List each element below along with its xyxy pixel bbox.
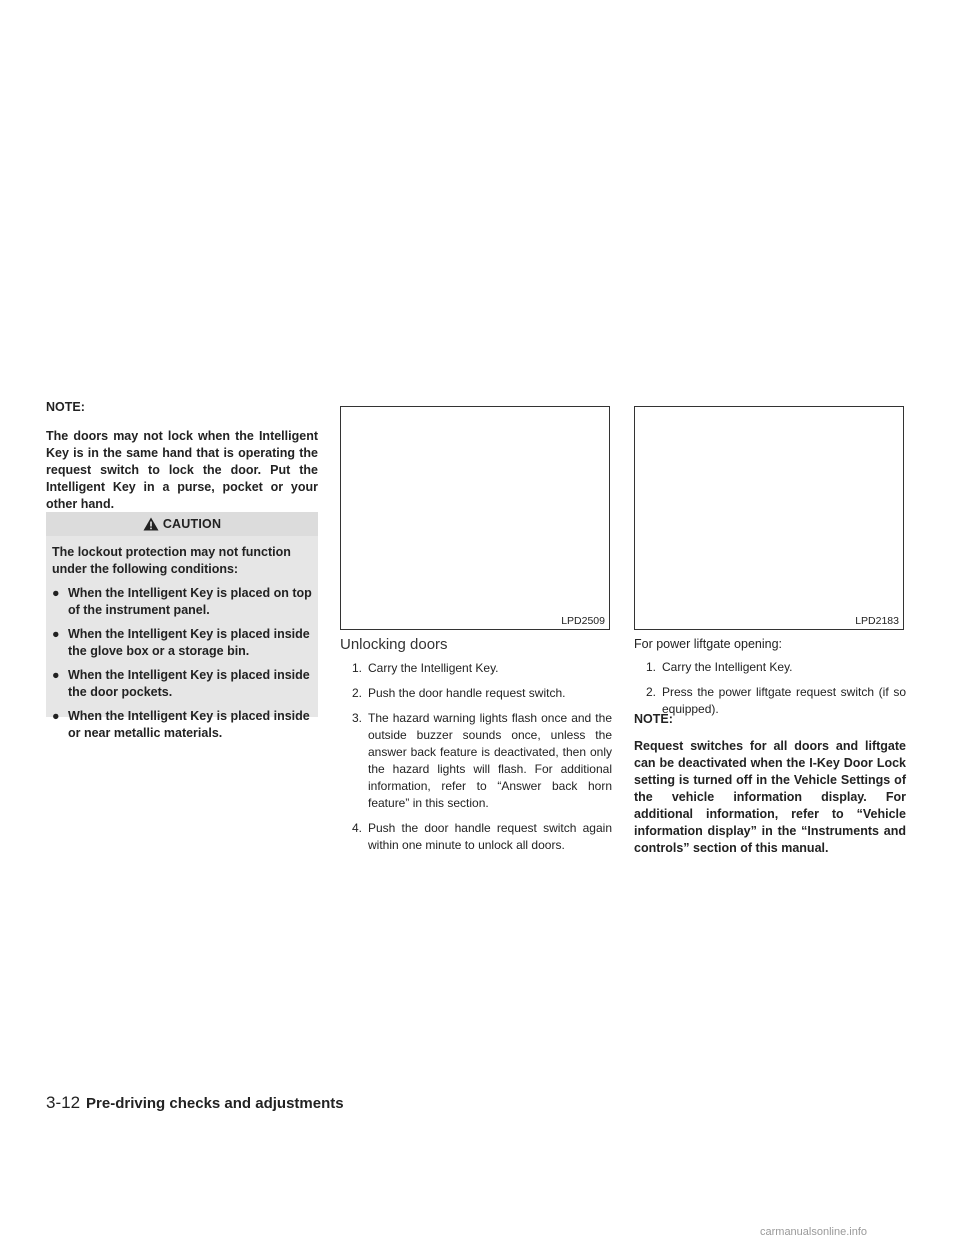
bullet-dot-icon: ● (52, 668, 60, 682)
chapter-title: Pre-driving checks and adjustments (86, 1095, 344, 1112)
caution-title-bar (46, 512, 318, 536)
steps-list (340, 660, 612, 862)
section-title: Unlocking doors (340, 636, 448, 653)
caution-bullet-text: When the Intelligent Key is placed inside or near metallic materials. (68, 709, 310, 740)
caution-bullet (52, 585, 312, 619)
figure-box (634, 406, 904, 630)
list-item (634, 684, 906, 718)
step-number: 4. (351, 821, 362, 835)
bullet-dot-icon: ● (52, 709, 60, 723)
step-number: 2. (645, 685, 656, 699)
note-text: The doors may not lock when the Intelligent Key is in the same hand that is operating the request switch to lock the door. Put the Intelligent Key in a purse, pocket or your other hand. (46, 429, 318, 511)
caution-bullet (52, 667, 312, 701)
step-number: 1. (351, 661, 362, 675)
caution-bullet (52, 626, 312, 660)
list-item (340, 660, 612, 677)
figure-box (340, 406, 610, 630)
liftgate-intro: For power liftgate opening: (634, 637, 783, 651)
step-text: Carry the Intelligent Key. (368, 661, 499, 675)
note-heading: NOTE: (46, 400, 85, 414)
note-heading: NOTE: (634, 712, 673, 726)
list-item (634, 659, 906, 676)
caution-bullet (52, 708, 312, 742)
bullet-dot-icon: ● (52, 627, 60, 641)
page-number: 3-12 (46, 1093, 81, 1112)
caution-body (46, 536, 318, 742)
step-number: 3. (351, 711, 362, 725)
figure-label: LPD2183 (855, 615, 899, 627)
caution-box (46, 512, 318, 740)
warning-triangle-icon (143, 517, 159, 531)
list-item (340, 710, 612, 812)
step-text: Carry the Intelligent Key. (662, 660, 793, 674)
caution-bullet-text: When the Intelligent Key is placed inside the glove box or a storage bin. (68, 627, 310, 658)
steps-list (634, 659, 906, 726)
note-text: Request switches for all doors and liftgate can be deactivated when the I-Key Door Lock setting is turned off in the Vehicle Settings of the vehicle information display. For additional information, refer to “Vehicle information display” in the “Instruments and controls” section of this manual. (634, 739, 906, 855)
page-footer (46, 1093, 344, 1113)
caution-bullet-text: When the Intelligent Key is placed on top of the instrument panel. (68, 586, 312, 617)
step-text: Push the door handle request switch. (368, 686, 566, 700)
step-text: Push the door handle request switch again within one minute to unlock all doors. (368, 821, 612, 852)
step-text: Press the power liftgate request switch (if so equipped). (662, 685, 906, 716)
step-number: 1. (645, 660, 656, 674)
caution-title: CAUTION (162, 517, 222, 531)
bullet-dot-icon: ● (52, 586, 60, 600)
caution-bullet-text: When the Intelligent Key is placed inside the door pockets. (68, 668, 310, 699)
figure-label: LPD2509 (561, 615, 605, 627)
list-item (340, 685, 612, 702)
caution-intro: The lockout protection may not function under the following conditions: (52, 545, 291, 576)
step-text: The hazard warning lights flash once and the outside buzzer sounds once, unless the answer back feature is deactivated, then only the hazard lights will flash. For additional information, refer to “Answer back horn feature” in this section. (368, 711, 612, 810)
list-item (340, 820, 612, 854)
step-number: 2. (351, 686, 362, 700)
watermark: carmanualsonline.info (760, 1226, 868, 1238)
